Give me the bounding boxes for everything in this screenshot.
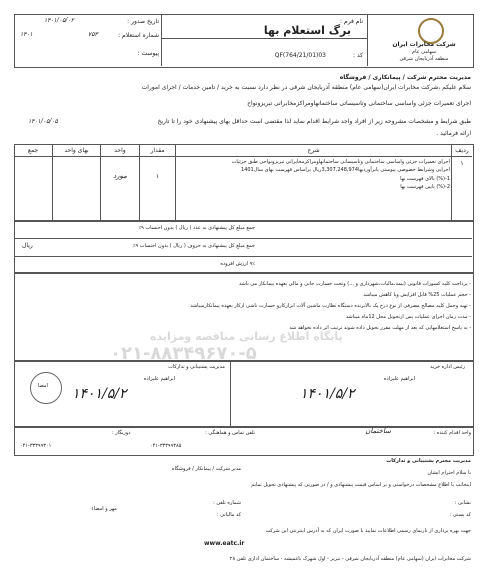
sig-stamp-text: امضا	[38, 383, 48, 389]
sig-approver-label: رئیس اداره خرید	[430, 364, 465, 370]
date-label: تاریخ صدور :	[127, 18, 159, 25]
th-total: جمع	[27, 147, 39, 154]
th-unit: واحد	[114, 147, 126, 154]
fax-value: ۰۴۱-۳۳۳۹۹۳۰۱	[20, 443, 52, 449]
reply-seal-label: مهر و امضاء	[91, 506, 117, 512]
inquiry-value: ۷۵۳	[88, 31, 98, 38]
intro-line-4: ارائه فرمائید .	[436, 130, 471, 137]
sig-requester-label: مدیریت پشتیبانی و تدارکات	[168, 364, 225, 370]
code-label: کد :	[353, 52, 363, 59]
reply-line-1: اینجانب با اطلاع مشخصات درخواستی و بر اساس قیمت پیشنهادی و / در صورتی که پیشنهادی تحویل نمایم	[251, 482, 471, 488]
totals-sep-1	[14, 238, 472, 239]
note-2: - حجم عملیات 25% قابل افزایش ویا کاهش میباشد	[363, 292, 471, 298]
reply-greeting: مدیریت محترم پشتیبانی و تدارکات	[386, 458, 471, 464]
reply-postal-label: کد پستی :	[449, 512, 471, 518]
col-sep-1	[451, 144, 452, 220]
header-divider-1	[161, 14, 162, 66]
sig-divider	[230, 360, 231, 426]
totals-rial: ریال	[22, 242, 33, 249]
unit-label: واحد اقدام کننده :	[433, 430, 471, 436]
inquiry-label: شماره استعلام :	[118, 32, 159, 39]
watermark-phone: ۰۲۱-۸۸۳۴۹۶۷۰-۵	[110, 343, 257, 364]
sig-name-left: ابراهیم علیزاده	[143, 376, 175, 382]
col-sep-2	[175, 144, 176, 220]
th-unit-price: بهای واحد	[64, 147, 89, 154]
header-mid-divider	[162, 38, 367, 39]
date-value: ۱۴۰۱/۰۵/۰۲	[44, 17, 74, 24]
inquiry-year: ۱۴۰۱	[20, 31, 33, 38]
reply-footer-line: جهت بهره برداری از تارنمای رسمی اطلاعات نمایید با صورت ایران که به آدرس اینترنتی این شرکت	[265, 528, 471, 534]
th-row: ردیف	[455, 147, 469, 154]
sig-name-right: ابراهیم علیزاده	[383, 376, 415, 382]
reply-address-label: نشانی :	[454, 500, 471, 506]
row-desc-4: 2-(%) پایین فهرست بها	[400, 184, 450, 190]
note-4: - مدت زمان اجرای عملیات پس ازتحویل محل 12ماه میباشد	[345, 314, 471, 320]
table-header-line	[14, 156, 472, 157]
salutation: مدیریت محترم شرکت / پیمانکاری / فروشگاه	[339, 74, 471, 81]
totals-words-label: جمع مبلغ کل پیشنهادی به حروف ( ریال ) بدون احتساب ۹٪	[132, 243, 255, 249]
company-sub2: سهامی عام	[411, 49, 437, 55]
fax-label: دورنگار :	[112, 430, 131, 436]
th-desc: شرح	[307, 147, 320, 154]
reply-code-label: کد مالیاتی :	[216, 512, 241, 518]
row-desc-3: 1-(%) بالای فهرست بها	[400, 176, 450, 182]
row-desc-2: اجرایی وشرایط خصوصی پیوستی بابرآوردبها3,307,248,974ریال براساس فهرست بهای سال1401	[241, 167, 450, 173]
form-title: برگ استعلام بها	[263, 24, 351, 37]
th-qty: مقدار	[150, 147, 165, 154]
phone-label: تلفن تماس و هماهنگی :	[205, 430, 255, 436]
row-qty: ۱	[155, 173, 160, 180]
row-desc-1: اجرای تعمیرات جزئی واساسی ساختمانی وتاسیساتی ساختمانهاومراکزمخابراتی تبریزونواحی طبق جزئیات	[231, 159, 450, 165]
col-sep-4	[100, 144, 101, 220]
row-index: ۱	[460, 160, 464, 167]
company-name: شرکت مخابرات ایران	[392, 41, 456, 48]
header-divider-2	[367, 14, 368, 66]
intro-line-1: سلام علیکم ،شرکت مخابرات ایران(سهامی عام) منطقه آذربایجان شرقی در نظر دارد نسبت به خرید / تامین خدمات / اجرای امورات	[141, 84, 471, 91]
intro-deadline: ۱۴۰۱/۰۵/۰۵	[28, 118, 58, 125]
intro-line-2: اجرای تعمیرات جزئی واساسی ساختمانی وتاسیساتی ساختمانهاومراکزمخابراتی تبریزونواح	[247, 100, 471, 107]
note-5: - به پاسخ استعلامهایی که بعد از مهلت مقرر تحویل داده شوند ترتیب اثر داده نخواهد شد	[289, 325, 471, 331]
form-label: نام فرم :	[340, 18, 363, 25]
totals-vat-label: ۹٪ ارزش افزوده	[220, 261, 255, 267]
reply-salam: با سلام احترام ایشان	[427, 470, 471, 476]
attachment-label: پیوست :	[137, 50, 159, 57]
unit-value: ساختمان	[365, 427, 391, 435]
reply-phone-label: شماره تلفن :	[213, 500, 241, 506]
watermark-text: پایگاه اطلاع رسانی مناقصه ومزایده	[150, 330, 343, 343]
totals-sep-2	[14, 256, 472, 257]
company-subtitle: منطقه آذربایجان شرقی	[399, 56, 449, 62]
intro-line-3: طبق شرایط و مشخصات مشروحه زیر از افراد واجد شرایط اقدام نماید لذا مقتضی است حداقل بهای پیشنهادی خود را تا تاریخ	[157, 118, 471, 125]
reply-website[interactable]: www.eatc.ir	[204, 540, 245, 547]
row-unit: مورد	[113, 172, 127, 180]
code-value: QF(764/21/01)03	[274, 52, 326, 59]
col-sep-3	[139, 144, 140, 220]
sig-date-left: ۱۴۰۱/۵/۲	[72, 386, 127, 402]
col-sep-5	[52, 144, 53, 220]
note-1: - پرداخت کلیه کسورات قانونی (بیمه،مالیات،شهرداری و ...) وتحت خسارت جانی و مالی بعهده پیمانکار می باشد	[238, 281, 471, 287]
note-3: - تهیه وحمل کلیه مصالح مصرفی از نوع درج یک بالابرنده دستگاه نظارت ماشین آلات ابزارکارو خسارت ناشی ازکار بعهده پیمانکارمیباشد	[190, 303, 471, 309]
reply-org-label: مدیر شرکت / پیمانکار / فروشگاه	[171, 466, 241, 472]
reply-company-footer: شرکت مخابرات ایران (سهامی عام) منطقه آذربایجان شرقی - تبریز - اول شهرک باغمیشه - ساختمان اداری تلفن ۲۸	[229, 556, 471, 562]
sig-date-right: ۱۴۰۱/۵/۲	[300, 386, 355, 402]
totals-digits-label: جمع مبلغ کل پیشنهادی به عدد ( ریال ) بدون احتساب ۹٪	[138, 225, 255, 231]
phone-value: ۰۴۱-۳۳۳۹۹۳۸۵	[150, 443, 182, 449]
